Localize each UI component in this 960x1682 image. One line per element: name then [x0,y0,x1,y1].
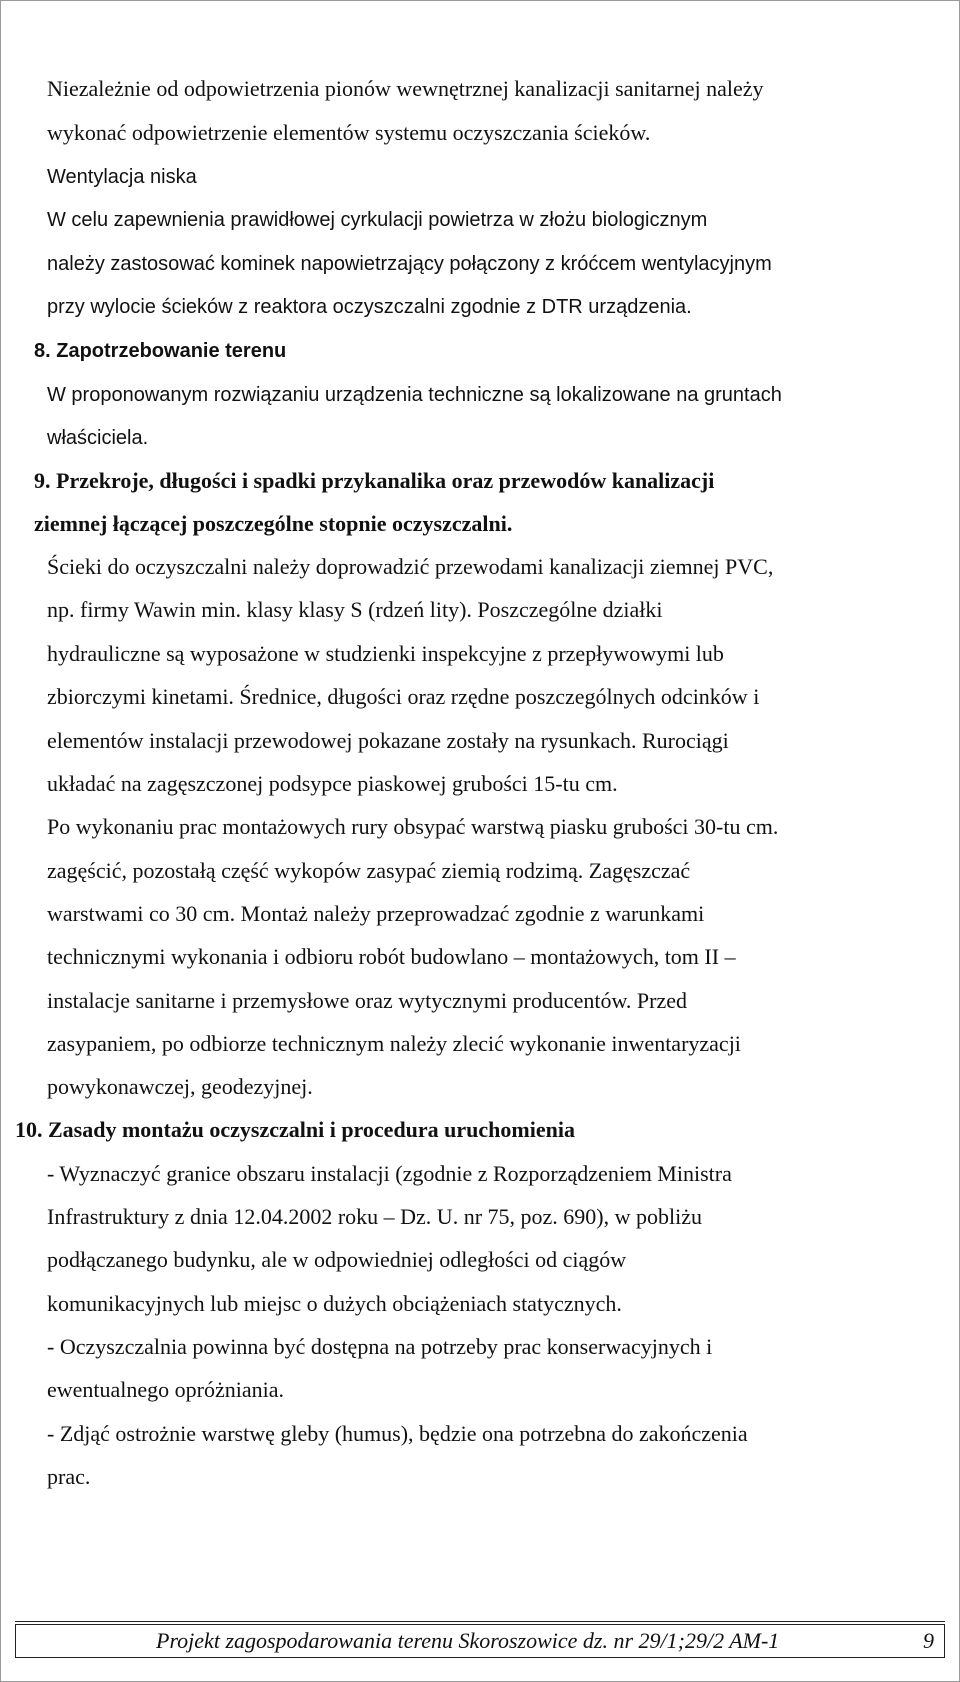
text-line: elementów instalacji przewodowej pokazane zostały na rysunkach. Rurociągi [47,728,729,753]
text-line: warstwami co 30 cm. Montaż należy przeprowadzać zgodnie z warunkami [47,901,705,926]
text-line: prac. [47,1464,91,1489]
section-heading-8: 8. Zapotrzebowanie terenu [34,340,287,362]
text-line: zasypaniem, po odbiorze technicznym należy zlecić wykonanie inwentaryzacji [47,1031,741,1056]
text-line: - Oczyszczalnia powinna być dostępna na potrzeby prac konserwacyjnych i [47,1334,713,1359]
text-line: np. firmy Wawin min. klasy klasy S (rdzeń lity). Poszczególne działki [47,597,663,622]
page-number: 9 [923,1628,934,1653]
section-heading-10: 10. Zasady montażu oczyszczalni i procedura uruchomienia [15,1117,575,1142]
text-line: instalacje sanitarne i przemysłowe oraz wytycznymi producentów. Przed [47,988,688,1013]
text-line: technicznymi wykonania i odbioru robót budowlano – montażowych, tom II – [47,944,736,969]
footer-divider [15,1621,945,1622]
section-heading-9-cont: ziemnej łączącej poszczególne stopnie oczyszczalni. [34,511,513,536]
text-line: Infrastruktury z dnia 12.04.2002 roku – Dz. U. nr 75, poz. 690), w pobliżu [47,1204,702,1229]
text-line: Niezależnie od odpowietrzenia pionów wewnętrznej kanalizacji sanitarnej należy [47,76,764,101]
text-line: komunikacyjnych lub miejsc o dużych obciążeniach statycznych. [47,1291,622,1316]
text-line: W celu zapewnienia prawidłowej cyrkulacji powietrza w złożu biologicznym [47,209,708,231]
text-line: właściciela. [47,427,149,449]
text-line: układać na zagęszczonej podsypce piaskowej grubości 15-tu cm. [47,771,618,796]
text-line: należy zastosować kominek napowietrzający połączony z króćcem wentylacyjnym [47,253,772,275]
footer-project-title: Projekt zagospodarowania terenu Skoroszowice dz. nr 29/1;29/2 AM-1 [156,1628,780,1653]
text-line: - Wyznaczyć granice obszaru instalacji (zgodnie z Rozporządzeniem Ministra [47,1161,732,1186]
text-line: powykonawczej, geodezyjnej. [47,1074,313,1099]
text-line: hydrauliczne są wyposażone w studzienki inspekcyjne z przepływowymi lub [47,641,724,666]
text-line: W proponowanym rozwiązaniu urządzenia techniczne są lokalizowane na gruntach [47,384,782,406]
subheading-wentylacja: Wentylacja niska [47,166,197,188]
text-line: wykonać odpowietrzenie elementów systemu oczyszczania ścieków. [47,120,651,145]
text-line: zbiorczymi kinetami. Średnice, długości oraz rzędne poszczególnych odcinków i [47,684,760,709]
text-line: przy wylocie ścieków z reaktora oczyszczalni zgodnie z DTR urządzenia. [47,296,692,318]
text-line: - Zdjąć ostrożnie warstwę gleby (humus), będzie ona potrzebna do zakończenia [47,1421,748,1446]
page-footer [15,1624,945,1658]
section-heading-9: 9. Przekroje, długości i spadki przykanalika oraz przewodów kanalizacji [34,468,715,493]
text-line: Ścieki do oczyszczalni należy doprowadzić przewodami kanalizacji ziemnej PVC, [47,554,774,579]
text-line: Po wykonaniu prac montażowych rury obsypać warstwą piasku grubości 30-tu cm. [47,814,779,839]
text-line: zagęścić, pozostałą część wykopów zasypać ziemią rodzimą. Zagęszczać [47,858,691,883]
text-line: podłączanego budynku, ale w odpowiedniej odległości od ciągów [47,1247,627,1272]
text-line: ewentualnego opróżniania. [47,1377,285,1402]
